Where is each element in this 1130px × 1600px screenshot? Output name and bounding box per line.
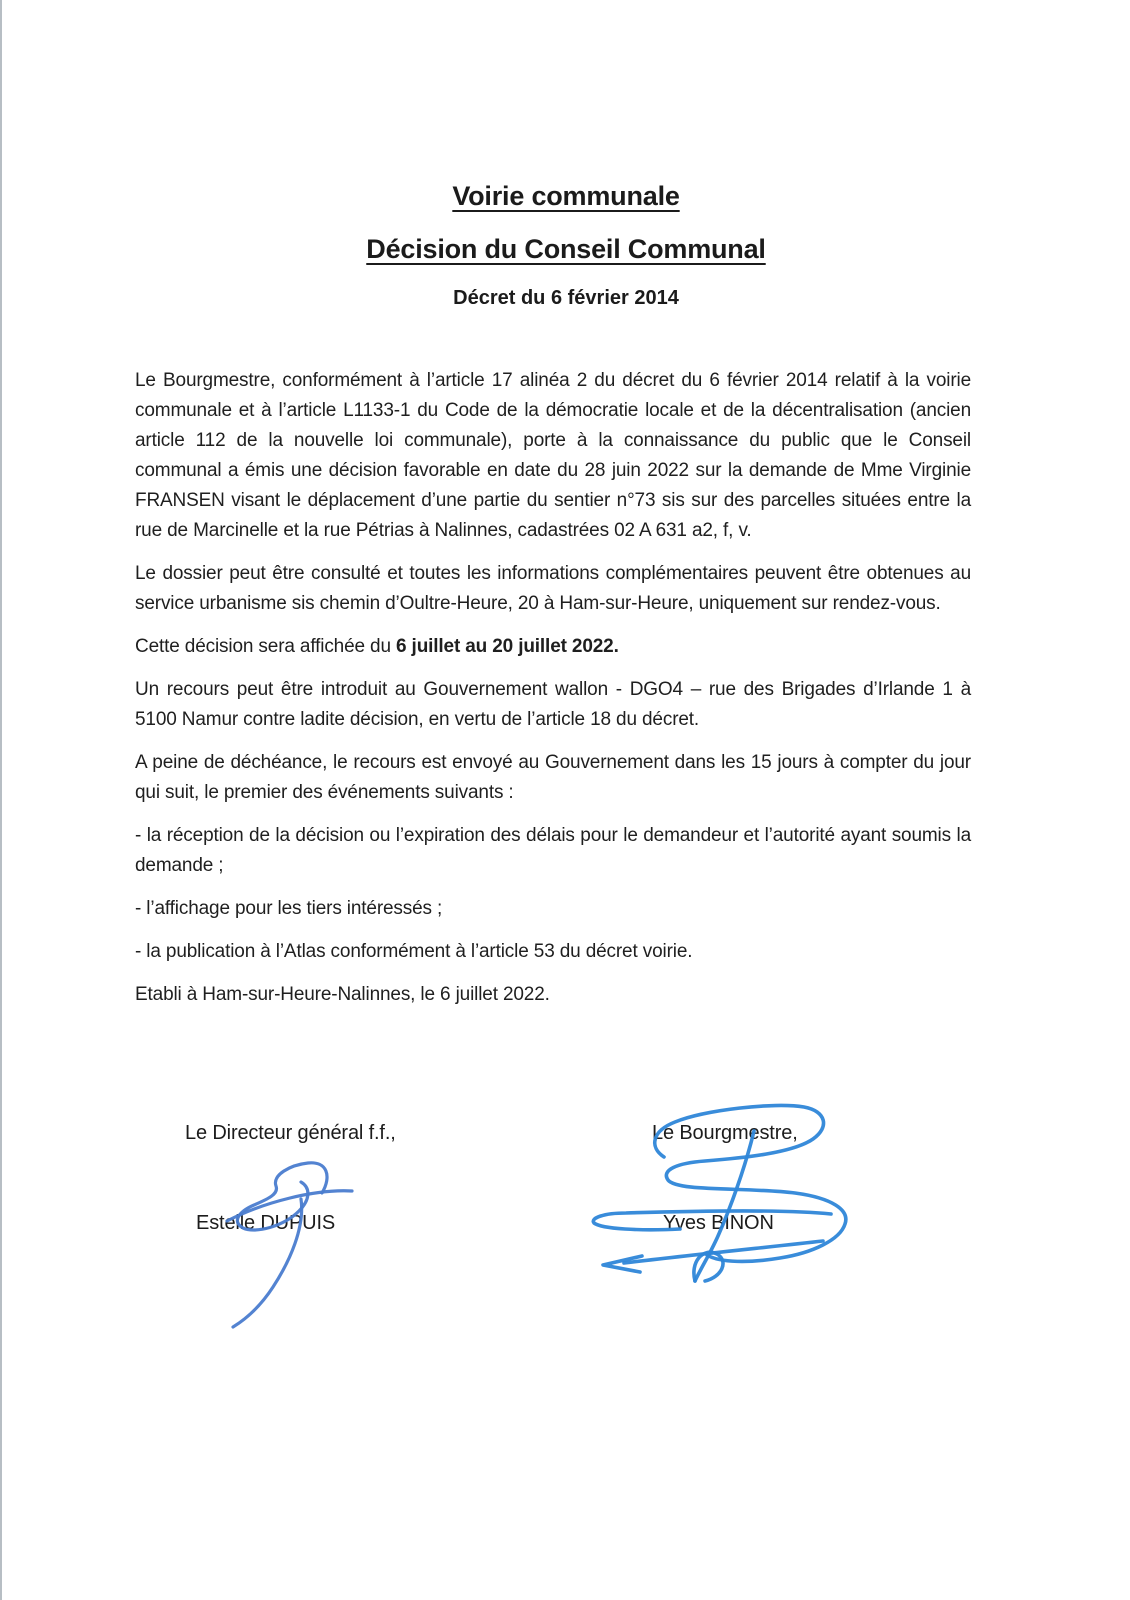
page-subtitle-decision: Décision du Conseil Communal — [366, 234, 766, 264]
page-title: Voirie communale — [452, 181, 680, 211]
body-text-run: A peine de déchéance, le recours est envoyé au Gouvernement dans les 15 jours à compter du jour qui suit, le premier des événements suivants : — [135, 752, 971, 803]
signature-ink-estelle-dupuis — [227, 1163, 352, 1327]
body-text-run: Le Bourgmestre, conformément à l’article 17 alinéa 2 du décret du 6 février 2014 relatif à la voirie communale et à l’article L1133-1 du Code de la démocratie locale et de la décentralisation (ancien article 112 de la nouvelle loi communale), porte à la connaissance du public que le Conseil communal a émis une décision favorable en date du 28 juin 2022 sur la demande de Mme Virginie FRANSEN visant le déplacement d’une partie du sentier n°73 sis sur des parcelles situées entre la rue de Marcinelle et la rue Pétrias à Nalinnes, cadastrées 02 A 631 a2, f, v. — [135, 370, 971, 541]
signature-role-right: Le Bourgmestre, — [652, 1122, 798, 1144]
signature-block — [2, 0, 1130, 1600]
body-text-run: - l’affichage pour les tiers intéressés ; — [135, 898, 443, 919]
body-text-run: - la publication à l’Atlas conformément à l’article 53 du décret voirie. — [135, 941, 693, 962]
body-text-run: Un recours peut être introduit au Gouvernement wallon - DGO4 – rue des Brigades d’Irlande 1 à 5100 Namur contre ladite décision, en vertu de l’article 18 du décret. — [135, 679, 971, 730]
signature-ink-overlay — [2, 0, 1130, 1600]
signature-name-right: Yves BINON — [663, 1212, 774, 1234]
body-text-run: Etabli à Ham-sur-Heure-Nalinnes, le 6 juillet 2022. — [135, 984, 550, 1005]
page-subtitle-decree: Décret du 6 février 2014 — [453, 287, 679, 309]
signature-name-left: Estelle DUPUIS — [196, 1212, 336, 1234]
body-text-run: Le dossier peut être consulté et toutes les informations complémentaires peuvent être obtenues au service urbanisme sis chemin d’Oultre-Heure, 20 à Ham-sur-Heure, uniquement sur rendez-vous. — [135, 563, 971, 614]
signature-role-left: Le Directeur général f.f., — [185, 1122, 396, 1144]
body-text-bold: 6 juillet au 20 juillet 2022. — [396, 636, 619, 657]
body-text-run: - la réception de la décision ou l’expiration des délais pour le demandeur et l’autorité ayant soumis la demande ; — [135, 825, 971, 876]
body-text-run: Cette décision sera affichée du — [135, 636, 397, 657]
